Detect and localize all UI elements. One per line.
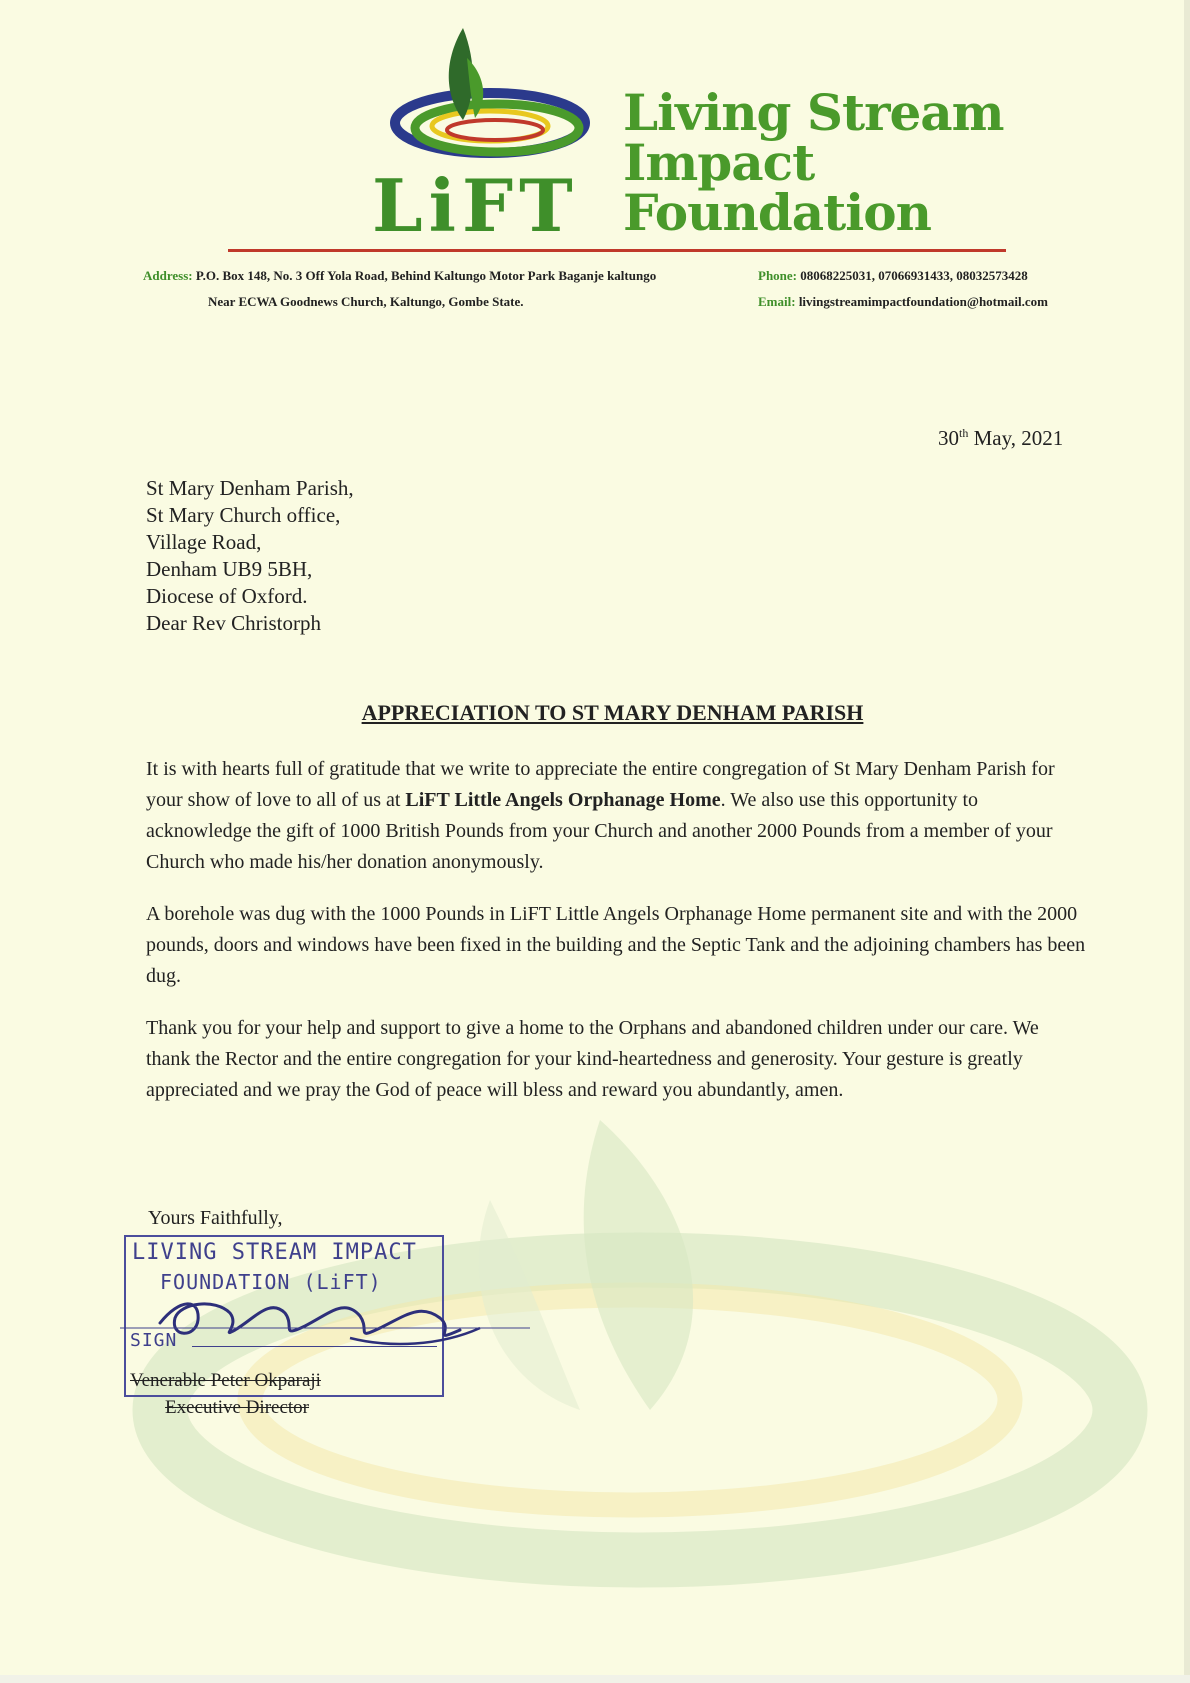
recipient-line: Denham UB9 5BH, [146, 557, 313, 581]
email-line [758, 294, 1048, 310]
page-edge-bottom [0, 1675, 1190, 1683]
email-address: livingstreamimpactfoundation@hotmail.com [798, 294, 1048, 309]
stamp-line-2: FOUNDATION (LiFT) [160, 1270, 382, 1294]
recipient-line: Village Road, [146, 530, 262, 554]
letter-subject [0, 700, 1190, 726]
phone-line [758, 268, 1028, 284]
letter-date [938, 426, 1063, 451]
recipient-line: St Mary Church office, [146, 503, 341, 527]
letterhead-divider [228, 249, 1006, 252]
signer-name: Venerable Peter Okparaji [130, 1370, 321, 1391]
organization-name-line2: Impact [623, 133, 815, 192]
date-day: 30 [938, 426, 959, 450]
organization-name-line3: Foundation [623, 183, 931, 242]
body-paragraph-2: A borehole was dug with the 1000 Pounds in LiFT Little Angels Orphanage Home permanent site and with the 2000 pounds, doors and windows have been fixed in the building and the Septic Tank and the adjoining chambers has been dug. [146, 903, 1086, 987]
email-label: Email: [758, 294, 796, 309]
handwritten-signature [120, 1268, 530, 1358]
page-edge [1184, 0, 1190, 1683]
date-rest: May, 2021 [973, 426, 1064, 450]
stamp-line-1: LIVING STREAM IMPACT [132, 1240, 417, 1265]
body-paragraph-3: Thank you for your help and support to give a home to the Orphans and abandoned children under our care. We thank the Rector and the entire congregation for your kind-heartedness and generosity. Your gesture is greatly appreciated and we pray the God of peace will bless and reward you abundantly, amen. [146, 1017, 1039, 1101]
salutation: Dear Rev Christorph [146, 611, 321, 635]
body-paragraph-1 [146, 754, 1086, 878]
signer-title: Executive Director [165, 1397, 310, 1418]
date-suffix: th [959, 426, 969, 440]
address-label: Address: [143, 268, 193, 283]
lift-wordmark: LiFT [372, 163, 579, 248]
recipient-line: St Mary Denham Parish, [146, 476, 354, 500]
recipient-block [146, 475, 354, 637]
paragraph-1-end: . We also use this opportunity to acknowledge the gift of 1000 British Pounds from your Church and another 2000 Pounds from a member of your Church who made his/her donation anonymously. [146, 789, 1053, 873]
closing-phrase: Yours Faithfully, [148, 1207, 283, 1229]
organization-name-line1: Living Stream [623, 83, 1004, 142]
organization-name [623, 83, 1004, 242]
address-text: P.O. Box 148, No. 3 Off Yola Road, Behind Kaltungo Motor Park Baganje kaltungo [195, 268, 657, 283]
recipient-line: Diocese of Oxford. [146, 584, 308, 608]
paragraph-1-start: It is with hearts full of gratitude that we write to appreciate the entire congregation of St Mary Denham Parish for your show of love to all of us at [146, 758, 1055, 811]
subject-text: APPRECIATION TO ST MARY DENHAM PARISH [361, 700, 864, 725]
orphanage-name: LiFT Little Angels Orphanage Home [405, 789, 721, 811]
phone-numbers: 08068225031, 07066931433, 08032573428 [800, 268, 1028, 283]
address-line-1 [143, 268, 656, 284]
stamp-sign-label: SIGN [130, 1330, 178, 1351]
phone-label: Phone: [758, 268, 797, 283]
address-line-2: Near ECWA Goodnews Church, Kaltungo, Gombe State. [208, 294, 524, 309]
